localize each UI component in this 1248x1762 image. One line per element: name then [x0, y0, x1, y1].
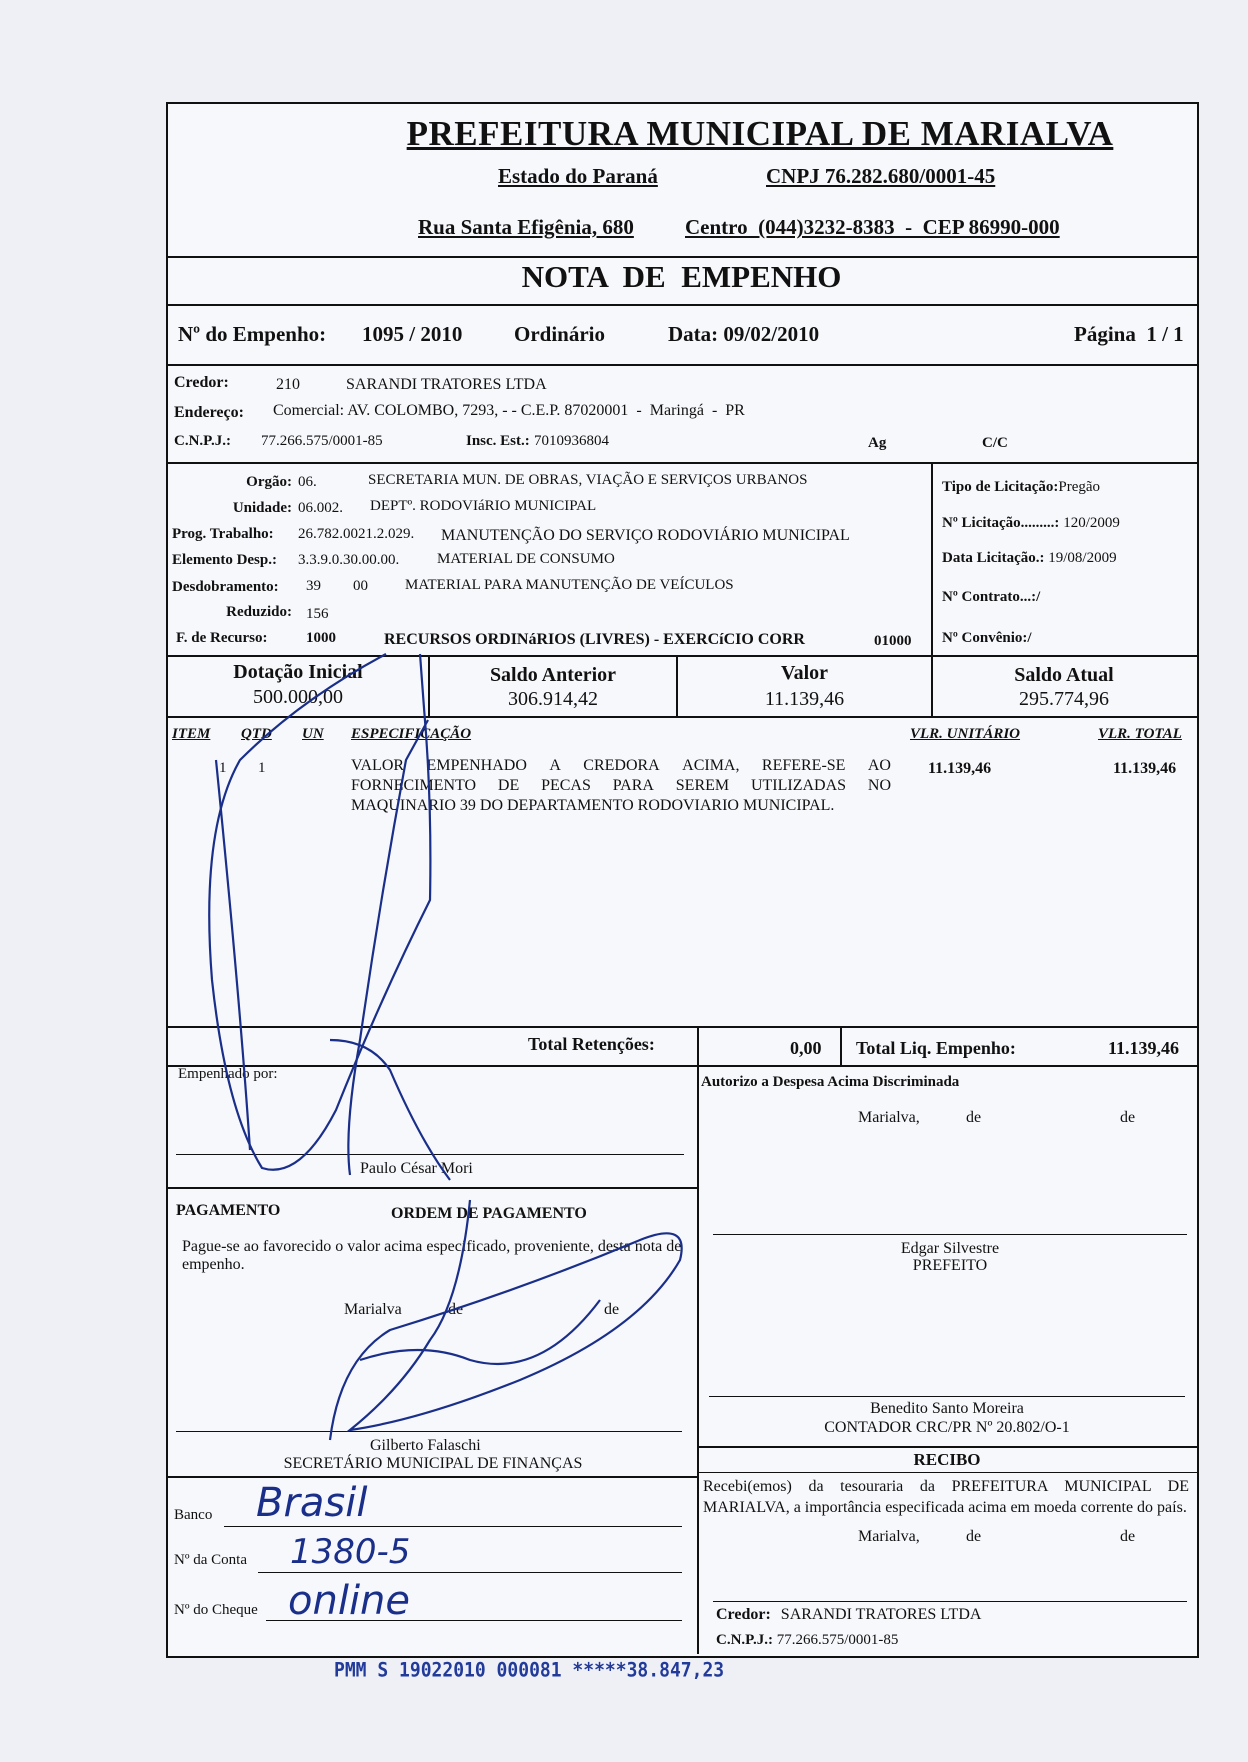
item-qtd: 1 — [258, 760, 266, 776]
total-liquido-value: 11.139,46 — [1108, 1038, 1180, 1058]
recibo-title: RECIBO — [913, 1450, 981, 1469]
contador-name: Benedito Santo Moreira — [870, 1400, 1024, 1417]
ag-label: Ag — [868, 435, 887, 451]
recibo-credor — [716, 1606, 981, 1624]
recibo-cnpj-label: C.N.P.J.: — [716, 1632, 773, 1648]
desdobramento-code2: 00 — [353, 578, 368, 594]
orgao-code: 06. — [298, 474, 317, 490]
reduzido-label: Reduzido: — [226, 604, 292, 620]
ordem-pagamento: ORDEM DE PAGAMENTO — [391, 1205, 587, 1222]
recibo-de-1: de — [966, 1528, 982, 1545]
unidade-label: Unidade: — [232, 500, 292, 516]
fonte-recurso-desc: RECURSOS ORDINáRIOS (LIVRES) - EXERCíCIO CORR — [384, 631, 805, 648]
empenho-type: Ordinário — [514, 322, 606, 346]
col-vlr-total: VLR. TOTAL — [1098, 726, 1182, 742]
secretario-name: Gilberto Falaschi — [370, 1437, 481, 1454]
data-licitacao-label: Data Licitação.: — [942, 550, 1045, 566]
recibo-credor-value: SARANDI TRATORES LTDA — [780, 1606, 982, 1623]
conta-label: Nº da Conta — [174, 1552, 247, 1568]
prog-trabalho-desc: MANUTENÇÃO DO SERVIÇO RODOVIÁRIO MUNICIPAL — [441, 527, 850, 544]
header-title: PREFEITURA MUNICIPAL DE MARIALVA — [406, 114, 1114, 153]
banco-value: Brasil — [256, 1480, 368, 1526]
unidade-desc: DEPTº. RODOVIáRIO MUNICIPAL — [370, 498, 597, 514]
autorizo-marialva: Marialva, — [858, 1109, 920, 1126]
item-desc-line1: VALOR EMPENHADO A CREDORA ACIMA, REFERE-SE AO — [351, 757, 891, 774]
saldo-anterior-label: Saldo Anterior — [489, 664, 617, 686]
banco-label: Banco — [174, 1507, 213, 1523]
empenho-number-label: Nº do Empenho: — [178, 322, 327, 346]
col-item: ITEM — [172, 726, 211, 742]
pagamento-label: PAGAMENTO — [176, 1202, 281, 1219]
col-qtd: QTD — [241, 726, 272, 742]
insc-est-label: Insc. Est.: — [466, 433, 530, 449]
page-number: Página 1 / 1 — [1074, 322, 1184, 346]
cnpj-label: C.N.P.J.: — [174, 433, 231, 449]
endereco-value: Comercial: AV. COLOMBO, 7293, - - C.E.P. 87020001 - Maringá - PR — [273, 402, 745, 419]
pagamento-marialva: Marialva — [344, 1301, 402, 1318]
document-title: NOTA DE EMPENHO — [521, 259, 842, 294]
desdobramento-desc: MATERIAL PARA MANUTENÇÃO DE VEÍCULOS — [405, 577, 734, 593]
prefeito-title: PREFEITO — [912, 1257, 988, 1274]
header-state: Estado do Paraná — [498, 164, 658, 188]
recibo-cnpj — [716, 1632, 898, 1649]
tipo-licitacao-value: Pregão — [1058, 479, 1101, 495]
reduzido-value: 156 — [306, 606, 329, 622]
numero-licitacao-label: Nº Licitação.........: — [942, 515, 1060, 531]
elemento-desp-desc: MATERIAL DE CONSUMO — [437, 551, 615, 567]
tipo-licitacao-label: Tipo de Licitação: — [942, 479, 1059, 495]
cnpj-value: 77.266.575/0001-85 — [261, 433, 383, 449]
item-desc-line2: FORNECIMENTO DE PECAS PARA SEREM UTILIZADAS NO — [351, 777, 891, 794]
credor-code: 210 — [276, 376, 300, 393]
secretario-title: SECRETÁRIO MUNICIPAL DE FINANÇAS — [283, 1455, 583, 1472]
prog-trabalho-label: Prog. Trabalho: — [172, 526, 274, 542]
contador-title: CONTADOR CRC/PR Nº 20.802/O-1 — [824, 1419, 1070, 1436]
recibo-de-2: de — [1120, 1528, 1136, 1545]
valor-label: Valor — [780, 662, 829, 684]
fonte-recurso-code2: 01000 — [874, 633, 912, 649]
item-vlr-unitario: 11.139,46 — [928, 760, 992, 777]
recibo-text: Recebi(emos) da tesouraria da PREFEITURA MUNICIPAL DE MARIALVA, a importância especificada acima em moeda corrente do país. — [703, 1478, 1189, 1516]
item-vlr-total: 11.139,46 — [1113, 760, 1177, 777]
elemento-desp-label: Elemento Desp.: — [172, 552, 277, 568]
dotacao-inicial-value: 500.000,00 — [253, 686, 343, 708]
desdobramento-code1: 39 — [306, 578, 321, 594]
empenhado-por-name: Paulo César Mori — [360, 1160, 473, 1177]
pagamento-de-2: de — [604, 1301, 620, 1318]
cheque-label: Nº do Cheque — [174, 1602, 258, 1618]
desdobramento-label: Desdobramento: — [172, 579, 279, 595]
valor-value: 11.139,46 — [764, 688, 845, 710]
saldo-atual-label: Saldo Atual — [1014, 664, 1114, 686]
orgao-desc: SECRETARIA MUN. DE OBRAS, VIAÇÃO E SERVIÇOS URBANOS — [368, 472, 808, 488]
item-desc-line3: MAQUINARIO 39 DO DEPARTAMENTO RODOVIARIO MUNICIPAL. — [351, 797, 835, 814]
empenho-number: 1095 / 2010 — [362, 322, 463, 346]
recibo-marialva: Marialva, — [858, 1528, 920, 1545]
payment-stamp: PMM S 19022010 000081 *****38.847,23 — [334, 1658, 725, 1683]
header-address: Rua Santa Efigênia, 680 — [418, 215, 634, 239]
cheque-value: online — [288, 1578, 411, 1624]
col-un: UN — [302, 726, 324, 742]
item-number: 1 — [219, 760, 227, 776]
credor-name: SARANDI TRATORES LTDA — [346, 376, 547, 393]
numero-contrato: Nº Contrato...:/ — [942, 589, 1041, 605]
fonte-recurso-label: F. de Recurso: — [176, 630, 268, 646]
unidade-code: 06.002. — [298, 500, 343, 516]
total-retencoes-value: 0,00 — [790, 1038, 822, 1058]
dotacao-inicial-label: Dotação Inicial — [233, 661, 363, 683]
credor-label: Credor: — [174, 374, 229, 391]
total-liquido-label: Total Liq. Empenho: — [856, 1038, 1016, 1058]
cc-label: C/C — [982, 435, 1008, 451]
numero-licitacao-value: 120/2009 — [1063, 515, 1120, 531]
prog-trabalho-code: 26.782.0021.2.029. — [298, 526, 415, 542]
total-retencoes-label: Total Retenções: — [528, 1034, 655, 1054]
elemento-desp-code: 3.3.9.0.30.00.00. — [298, 552, 400, 568]
numero-licitacao — [942, 515, 1120, 532]
recibo-cnpj-value: 77.266.575/0001-85 — [776, 1632, 899, 1648]
pagamento-de-1: de — [448, 1301, 464, 1318]
header-cnpj: CNPJ 76.282.680/0001-45 — [766, 164, 996, 188]
autorizo-despesa: Autorizo a Despesa Acima Discriminada — [701, 1074, 960, 1090]
col-vlr-unitario: VLR. UNITÁRIO — [910, 726, 1021, 742]
autorizo-de-2: de — [1120, 1109, 1136, 1126]
pagamento-text: Pague-se ao favorecido o valor acima especificado, proveniente, desta nota de empenho. — [182, 1238, 682, 1273]
tipo-licitacao — [942, 479, 1100, 496]
col-especificacao: ESPECIFICAÇÃO — [351, 726, 472, 742]
header-district-phone-cep: Centro (044)3232-8383 - CEP 86990-000 — [685, 215, 1060, 239]
saldo-anterior-value: 306.914,42 — [508, 688, 598, 710]
endereco-label: Endereço: — [174, 404, 244, 421]
data-licitacao — [942, 550, 1117, 567]
autorizo-de-1: de — [966, 1109, 982, 1126]
orgao-label: Orgão: — [246, 474, 292, 490]
fonte-recurso-code: 1000 — [306, 630, 336, 646]
recibo-credor-label: Credor: — [716, 1606, 771, 1623]
empenhado-por-label: Empenhado por: — [178, 1066, 278, 1082]
insc-est-value: 7010936804 — [534, 433, 609, 449]
data-licitacao-value: 19/08/2009 — [1048, 550, 1117, 566]
prefeito-name: Edgar Silvestre — [900, 1240, 1000, 1257]
numero-convenio: Nº Convênio:/ — [942, 630, 1032, 646]
empenho-date: Data: 09/02/2010 — [668, 322, 820, 346]
saldo-atual-value: 295.774,96 — [1019, 688, 1109, 710]
conta-value: 1380-5 — [290, 1532, 411, 1572]
